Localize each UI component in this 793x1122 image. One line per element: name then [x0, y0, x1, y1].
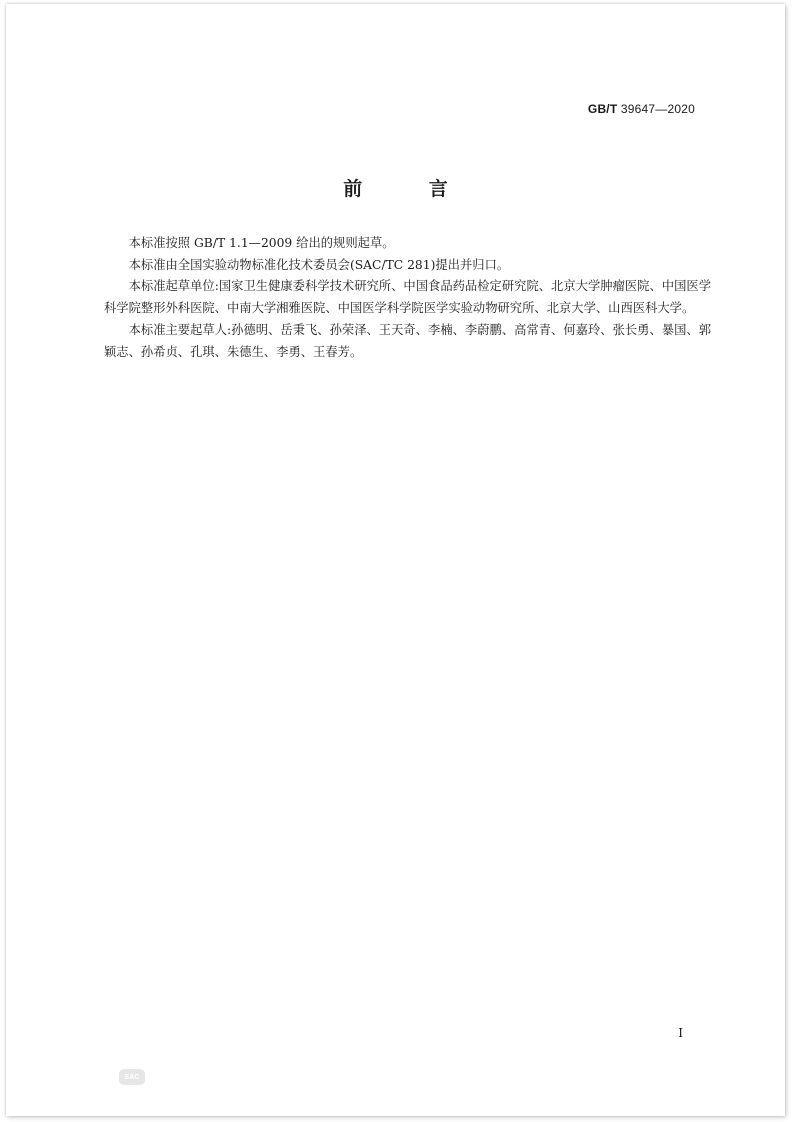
page-number: I: [678, 1026, 683, 1040]
standard-code: [588, 102, 695, 116]
paragraph-drafting-units: 本标准起草单位:国家卫生健康委科学技术研究所、中国食品药品检定研究院、北京大学肿瘤医院、中国医学科学院整形外科医院、中南大学湘雅医院、中国医学科学院医学实验动物研究所、北京大学、山西医科大学。: [104, 279, 711, 316]
document-page: [6, 4, 785, 1116]
paragraph-proposer: 本标准由全国实验动物标准化技术委员会(SAC/TC 281)提出并归口。: [128, 257, 510, 272]
standard-number: 39647—2020: [620, 102, 695, 116]
sac-logo-icon: [119, 1069, 145, 1085]
page-title: 前 言: [343, 178, 478, 200]
paragraph-drafting-rules: 本标准按照 GB/T 1.1—2009 给出的规则起草。: [128, 236, 395, 250]
sac-logo-text: SAC: [124, 1073, 140, 1081]
foreword-body: [104, 233, 711, 363]
paragraph-drafters: 本标准主要起草人:孙德明、岳秉飞、孙荣泽、王天奇、李楠、李蔚鹏、高常青、何嘉玲、张长勇、暴国、郭颖志、孙希贞、孔琪、朱德生、李勇、王春芳。: [104, 322, 711, 359]
standard-prefix: GB/T: [587, 102, 618, 116]
